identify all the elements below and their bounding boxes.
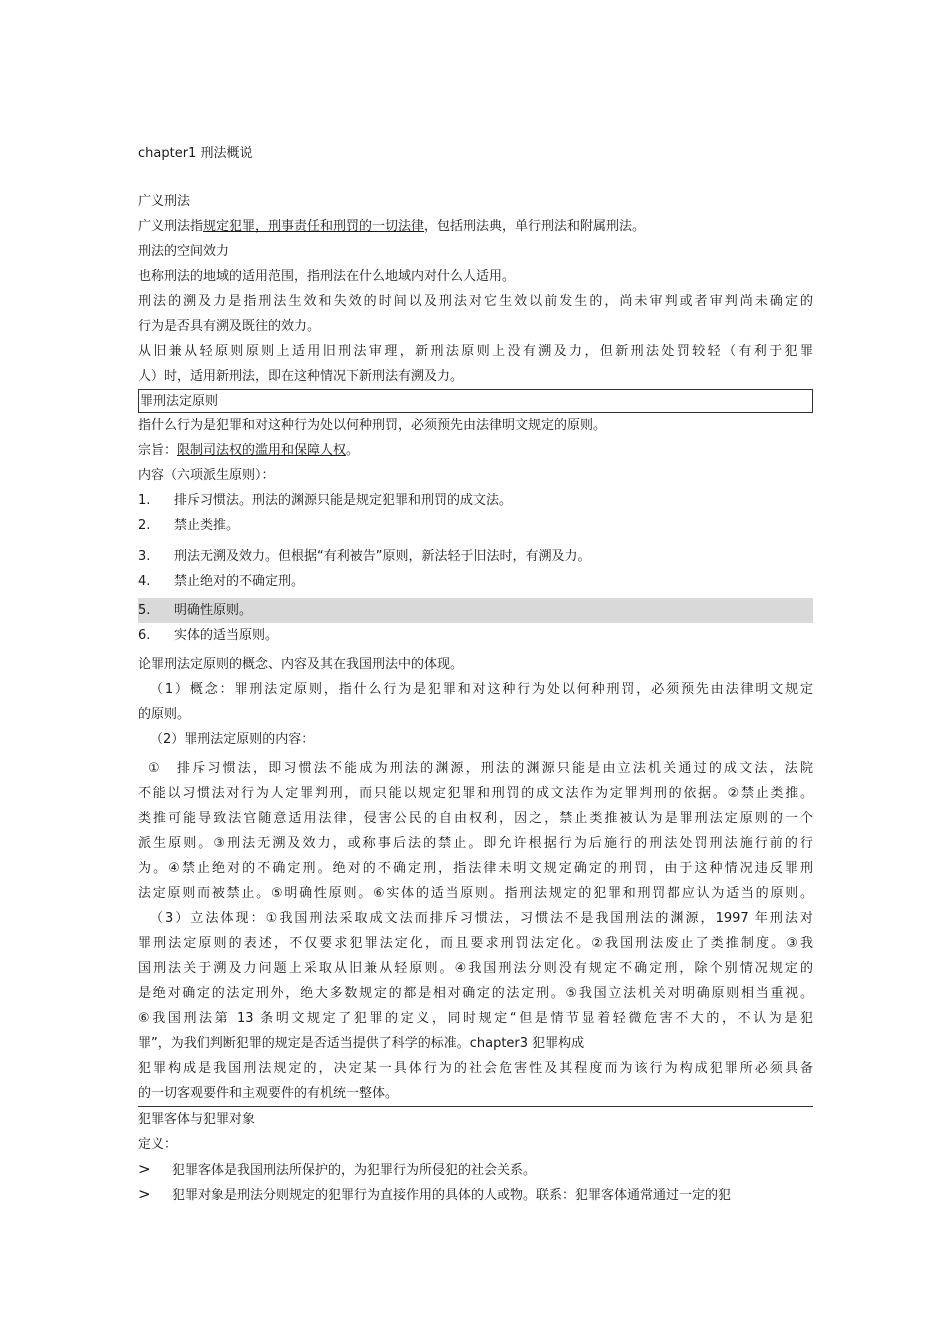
essay-p4-line2: 罪刑法定原则的表述，不仅要求犯罪法定化，而且要求刑罚法定化。②我国刑法废止了类推制度。③我 <box>138 936 813 951</box>
kongjian-line5: 人）时，适用新刑法，即在这种情况下新刑法有溯及力。 <box>138 369 464 384</box>
list-item-highlighted <box>138 598 813 623</box>
essay-p4-line6: 罪”，为我们判断犯罪的规定是否适当提供了科学的标准。chapter3 犯罪构成 <box>138 1036 585 1051</box>
kongjian-line2: 刑法的溯及力是指刑法生效和失效的时间以及刑法对它生效以前发生的，尚未审判或者审判尚未确定的 <box>138 294 813 309</box>
list-item <box>138 623 813 648</box>
list-item-number: 5. <box>138 603 151 618</box>
arrow-bullet-icon: > <box>138 1185 151 1203</box>
bullet-item <box>138 1182 813 1207</box>
chapter3-def-label: 定义： <box>138 1137 178 1152</box>
guangyi-post: ，包括刑法典，单行刑法和附属刑法。 <box>424 219 646 234</box>
essay-p3-line2: 不能以习惯法对行为人定罪判刑，而只能以规定犯罪和刑罚的成文法作为定罪判刑的依据。②禁止类推。 <box>138 786 813 801</box>
list-item-number: 2. <box>138 518 151 533</box>
list-item <box>138 513 813 538</box>
chapter3-heading: 犯罪客体与犯罪对象 <box>138 1112 256 1127</box>
essay-p4-line3: 国刑法关于溯及力问题上采取从旧兼从轻原则。④我国刑法分则没有规定不确定刑，除个别情况规定的 <box>138 961 813 976</box>
essay-p1-line2: 的原则。 <box>138 707 191 722</box>
kongjian-line1: 也称刑法的地域的适用范围，指刑法在什么地域内对什么人适用。 <box>138 269 516 284</box>
essay-p4-line1: （3）立法体现：①我国刑法采取成文法而排斥习惯法，习惯法不是我国刑法的渊源，1997 年刑法对 <box>150 911 813 926</box>
essay-p4-line5: ⑥我国刑法第 13 条明文规定了犯罪的定义，同时规定“但是情节显着轻微危害不大的，不认为是犯 <box>138 1011 813 1026</box>
list-item <box>138 544 813 569</box>
kongjian-line4: 从旧兼从轻原则原则上适用旧刑法审理，新刑法原则上没有溯及力，但新刑法处罚较轻（有利于犯罪 <box>138 344 813 359</box>
zongzhi-end: 。 <box>346 443 360 458</box>
guangyi-definition <box>138 214 813 239</box>
guangyi-underlined: 规定犯罪，刑事责任和刑罚的一切法律 <box>203 219 425 234</box>
list-item <box>138 488 813 513</box>
list-item-text: 禁止绝对的不确定刑。 <box>174 574 305 589</box>
zuixing-definition: 指什么行为是犯罪和对这种行为处以何种刑罚，必须预先由法律明文规定的原则。 <box>138 418 607 433</box>
bullet-item <box>138 1157 813 1182</box>
essay-p3-line3: 类推可能导致法官随意适用法律，侵害公民的自由权利，因之，禁止类推被认为是罪刑法定原则的一个 <box>138 811 813 826</box>
essay-p3-line1: ① 排斥习惯法，即习惯法不能成为刑法的渊源，刑法的渊源只能是由立法机关通过的成文法，法院 <box>148 761 813 776</box>
chapter1-title: chapter1 刑法概说 <box>138 146 253 161</box>
list-item-text: 排斥习惯法。刑法的渊源只能是规定犯罪和刑罚的成文法。 <box>174 493 513 508</box>
list-item-text: 禁止类推。 <box>174 518 240 533</box>
essay-p3-line6: 法定原则而被禁止。⑤明确性原则。⑥实体的适当原则。指刑法规定的犯罪和刑罚都应认为适当的原则。 <box>138 886 813 901</box>
list-item-number: 4. <box>138 574 151 589</box>
list-item-number: 1. <box>138 493 151 508</box>
zongzhi-value: 限制司法权的滥用和保障人权 <box>177 443 347 458</box>
essay-p2: （2）罪刑法定原则的内容： <box>150 732 315 747</box>
list-item-number: 3. <box>138 549 151 564</box>
list-item-number: 6. <box>138 628 151 643</box>
list-item-text: 刑法无溯及效力。但根据“有利被告”原则，新法轻于旧法时，有溯及力。 <box>174 549 591 564</box>
list-item-text: 实体的适当原则。 <box>174 628 279 643</box>
kongjian-heading: 刑法的空间效力 <box>138 244 230 259</box>
list-item-text: 明确性原则。 <box>174 603 253 618</box>
guangyi-pre: 广义刑法指 <box>138 219 204 234</box>
zuixing-zongzhi <box>138 438 813 463</box>
arrow-bullet-icon: > <box>138 1160 151 1178</box>
guangyi-heading: 广义刑法 <box>138 194 191 209</box>
chapter3-line1: 犯罪构成是我国刑法规定的，决定某一具体行为的社会危害性及其程度而为该行为构成犯罪所必须具备 <box>138 1061 813 1076</box>
essay-p1-line1: （1）概念：罪刑法定原则，指什么行为是犯罪和对这种行为处以何种刑罚，必须预先由法律明文规定 <box>150 682 813 697</box>
bullet-text: 犯罪客体是我国刑法所保护的，为犯罪行为所侵犯的社会关系。 <box>172 1163 537 1178</box>
list-item <box>138 569 813 594</box>
bullet-text: 犯罪对象是刑法分则规定的犯罪行为直接作用的具体的人或物。联系：犯罪客体通常通过一定的犯 <box>172 1188 732 1203</box>
essay-p4-line4: 是绝对确定的法定刑外，绝大多数规定的都是相对确定的法定刑。⑤我国立法机关对明确原则相当重视。 <box>138 986 813 1001</box>
essay-title: 论罪刑法定原则的概念、内容及其在我国刑法中的体现。 <box>138 657 464 672</box>
essay-p3-line4: 派生原则。③刑法无溯及效力，或称事后法的禁止。即允许根据行为后施行的刑法处罚刑法施行前的行 <box>138 836 813 851</box>
kongjian-line3: 行为是否具有溯及既往的效力。 <box>138 319 321 334</box>
zuixing-heading: 罪刑法定原则 <box>138 389 813 413</box>
document-page <box>138 0 813 1207</box>
essay-p3-line5: 为。④禁止绝对的不确定刑。绝对的不确定刑，指法律未明文规定确定的刑罚，由于这种情况违反罪刑 <box>138 861 813 876</box>
zuixing-neirong: 内容（六项派生原则）： <box>138 468 275 483</box>
chapter3-line2: 的一切客观要件和主观要件的有机统一整体。 <box>138 1081 813 1107</box>
zongzhi-label: 宗旨： <box>138 443 178 458</box>
